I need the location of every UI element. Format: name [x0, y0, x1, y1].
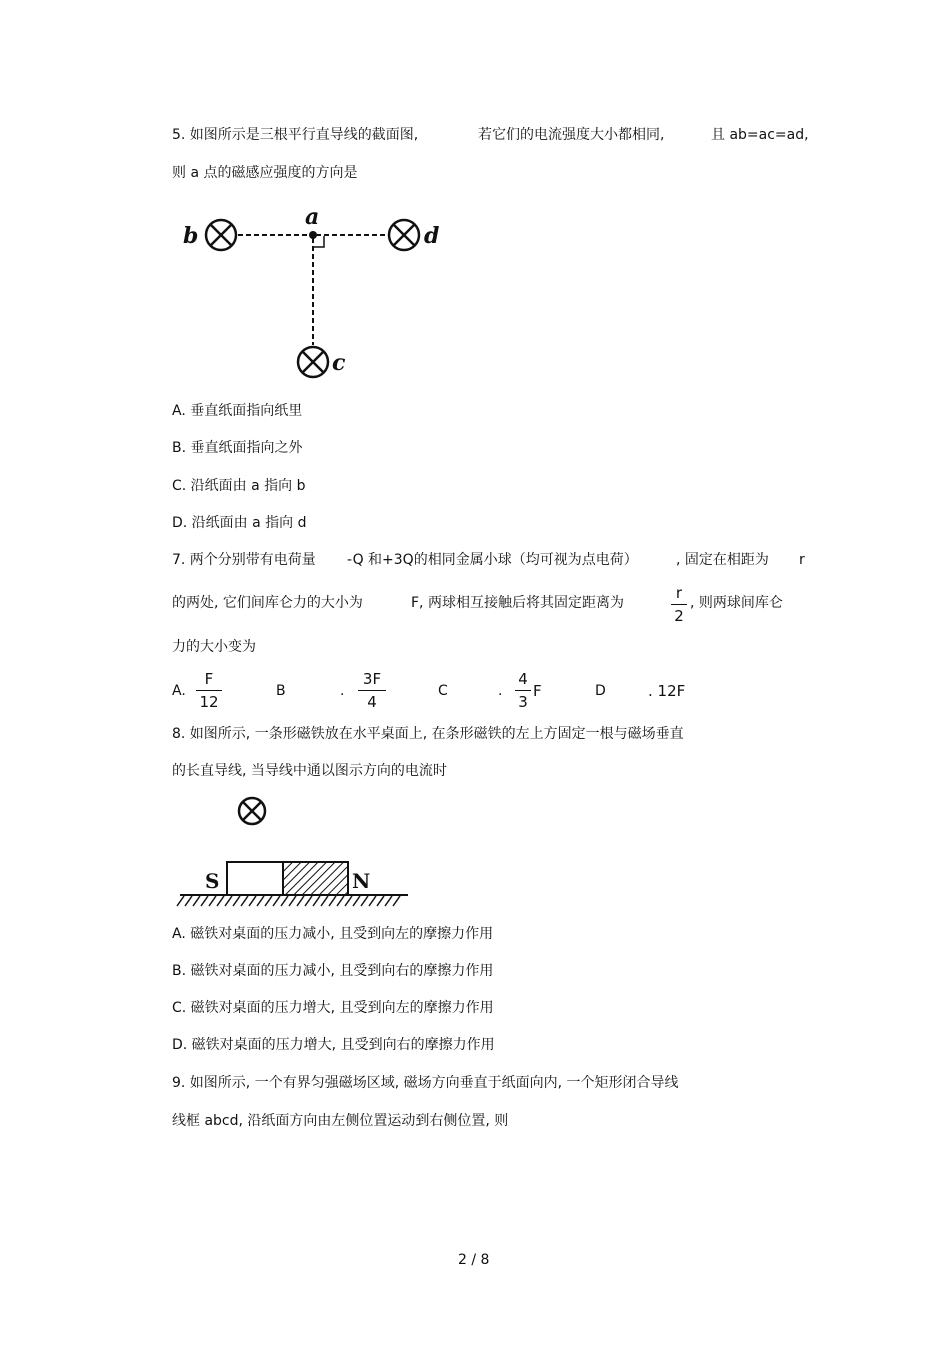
q8-option-a: A. 磁铁对桌面的压力减小, 且受到向左的摩擦力作用	[172, 926, 494, 942]
q8-option-d: D. 磁铁对桌面的压力增大, 且受到向右的摩擦力作用	[172, 1037, 495, 1053]
q7-option-b-dot: .	[340, 683, 345, 699]
table-hatch-line	[337, 896, 344, 906]
q7-option-a-label: A.	[172, 683, 186, 699]
table-hatch-line	[177, 896, 184, 906]
fraction-bar	[196, 690, 222, 691]
label-n: N	[352, 869, 371, 893]
table-hatch-line	[209, 896, 216, 906]
q5-text-line1c: 且 ab=ac=ad,	[711, 127, 809, 143]
q7-option-b-fraction	[358, 670, 386, 711]
q7-option-d-label: D	[595, 683, 606, 699]
fraction-denominator: 2	[674, 607, 684, 625]
q7-text-line1a: 7. 两个分别带有电荷量	[172, 552, 316, 568]
table-hatch-line	[201, 896, 208, 906]
q5-text-line1a: 5. 如图所示是三根平行直导线的截面图,	[172, 127, 419, 143]
table-hatch-line	[217, 896, 224, 906]
fraction-numerator: F	[204, 670, 214, 688]
wire-into-page-icon	[239, 798, 265, 824]
table-hatch-line	[193, 896, 200, 906]
q8-text-line2: 的长直导线, 当导线中通以图示方向的电流时	[172, 763, 447, 779]
q8-text-line1: 8. 如图所示, 一条形磁铁放在水平桌面上, 在条形磁铁的左上方固定一根与磁场垂直	[172, 726, 684, 742]
q8-option-b: B. 磁铁对桌面的压力减小, 且受到向右的摩擦力作用	[172, 963, 494, 979]
label-d: d	[424, 223, 440, 249]
q8-option-c: C. 磁铁对桌面的压力增大, 且受到向左的摩擦力作用	[172, 1000, 494, 1016]
q7-text-line1d: r	[799, 552, 805, 568]
q5-option-d: D. 沿纸面由 a 指向 d	[172, 515, 307, 531]
q5-text-line1b: 若它们的电流强度大小都相同,	[478, 127, 665, 143]
q9-text-line1: 9. 如图所示, 一个有界匀强磁场区域, 磁场方向垂直于纸面向内, 一个矩形闭合导线	[172, 1075, 679, 1091]
label-b: b	[183, 223, 199, 249]
q7-option-a-fraction	[196, 670, 222, 711]
label-s: S	[205, 869, 220, 893]
q5-option-c: C. 沿纸面由 a 指向 b	[172, 478, 306, 494]
q5-option-b: B. 垂直纸面指向之外	[172, 440, 303, 456]
fraction-bar	[515, 690, 531, 691]
table-hatch-line	[233, 896, 240, 906]
q7-option-c-fraction	[515, 670, 531, 711]
q7-option-c-suffix: F	[533, 682, 542, 700]
q7-text-line1c: , 固定在相距为	[676, 552, 769, 568]
fraction-denominator: 12	[199, 693, 219, 711]
table-hatch-line	[249, 896, 256, 906]
q7-option-b-label: B	[276, 683, 286, 699]
table-hatch-line	[321, 896, 328, 906]
q7-option-c-label: C	[438, 683, 448, 699]
q9-text-line2: 线框 abcd, 沿纸面方向由左侧位置运动到右侧位置, 则	[172, 1113, 509, 1129]
table-hatch-line	[385, 896, 392, 906]
q7-option-c-dot: .	[498, 683, 503, 699]
table-hatch-line	[265, 896, 272, 906]
fraction-bar	[358, 690, 386, 691]
q7-option-d-value: . 12F	[648, 682, 686, 700]
fraction-denominator: 4	[367, 693, 377, 711]
table-hatch-line	[329, 896, 336, 906]
fraction-numerator: 4	[518, 670, 528, 688]
point-a-dot	[309, 231, 317, 239]
table-hatch-line	[281, 896, 288, 906]
q7-text-line1b: -Q 和+3Q的相同金属小球（均可视为点电荷）	[347, 552, 638, 568]
table-hatch-line	[241, 896, 248, 906]
wire-d-into-page-icon	[389, 220, 419, 250]
wire-b-into-page-icon	[206, 220, 236, 250]
q5-figure	[206, 220, 419, 377]
table-hatch-line	[289, 896, 296, 906]
page-number: 2 / 8	[458, 1252, 490, 1268]
table-hatch-line	[369, 896, 376, 906]
q5-text-line2: 则 a 点的磁感应强度的方向是	[172, 165, 358, 181]
label-c: c	[332, 350, 346, 376]
q7-text-line2b: F, 两球相互接触后将其固定距离为	[411, 595, 624, 611]
label-a: a	[305, 204, 320, 230]
table-hatch-line	[297, 896, 304, 906]
table-hatch-line	[377, 896, 384, 906]
table-hatch-line	[361, 896, 368, 906]
table-hatch-line	[345, 896, 352, 906]
fraction-numerator: r	[675, 584, 683, 602]
table-hatch-line	[353, 896, 360, 906]
q7-text-line2c: , 则两球间库仑	[690, 595, 783, 611]
fraction-numerator: 3F	[362, 670, 382, 688]
table-hatch	[177, 896, 400, 906]
table-hatch-line	[305, 896, 312, 906]
q7-fraction-r-over-2	[671, 584, 687, 625]
table-hatch-line	[225, 896, 232, 906]
q5-option-a: A. 垂直纸面指向纸里	[172, 403, 303, 419]
table-hatch-line	[313, 896, 320, 906]
fraction-bar	[671, 604, 687, 605]
q7-text-line3: 力的大小变为	[172, 639, 256, 655]
table-hatch-line	[257, 896, 264, 906]
table-hatch-line	[273, 896, 280, 906]
fraction-denominator: 3	[518, 693, 528, 711]
table-hatch-line	[393, 896, 400, 906]
table-hatch-line	[185, 896, 192, 906]
q7-text-line2a: 的两处, 它们间库仑力的大小为	[172, 595, 363, 611]
wire-c-into-page-icon	[298, 347, 328, 377]
magnet-north-half	[283, 863, 347, 894]
